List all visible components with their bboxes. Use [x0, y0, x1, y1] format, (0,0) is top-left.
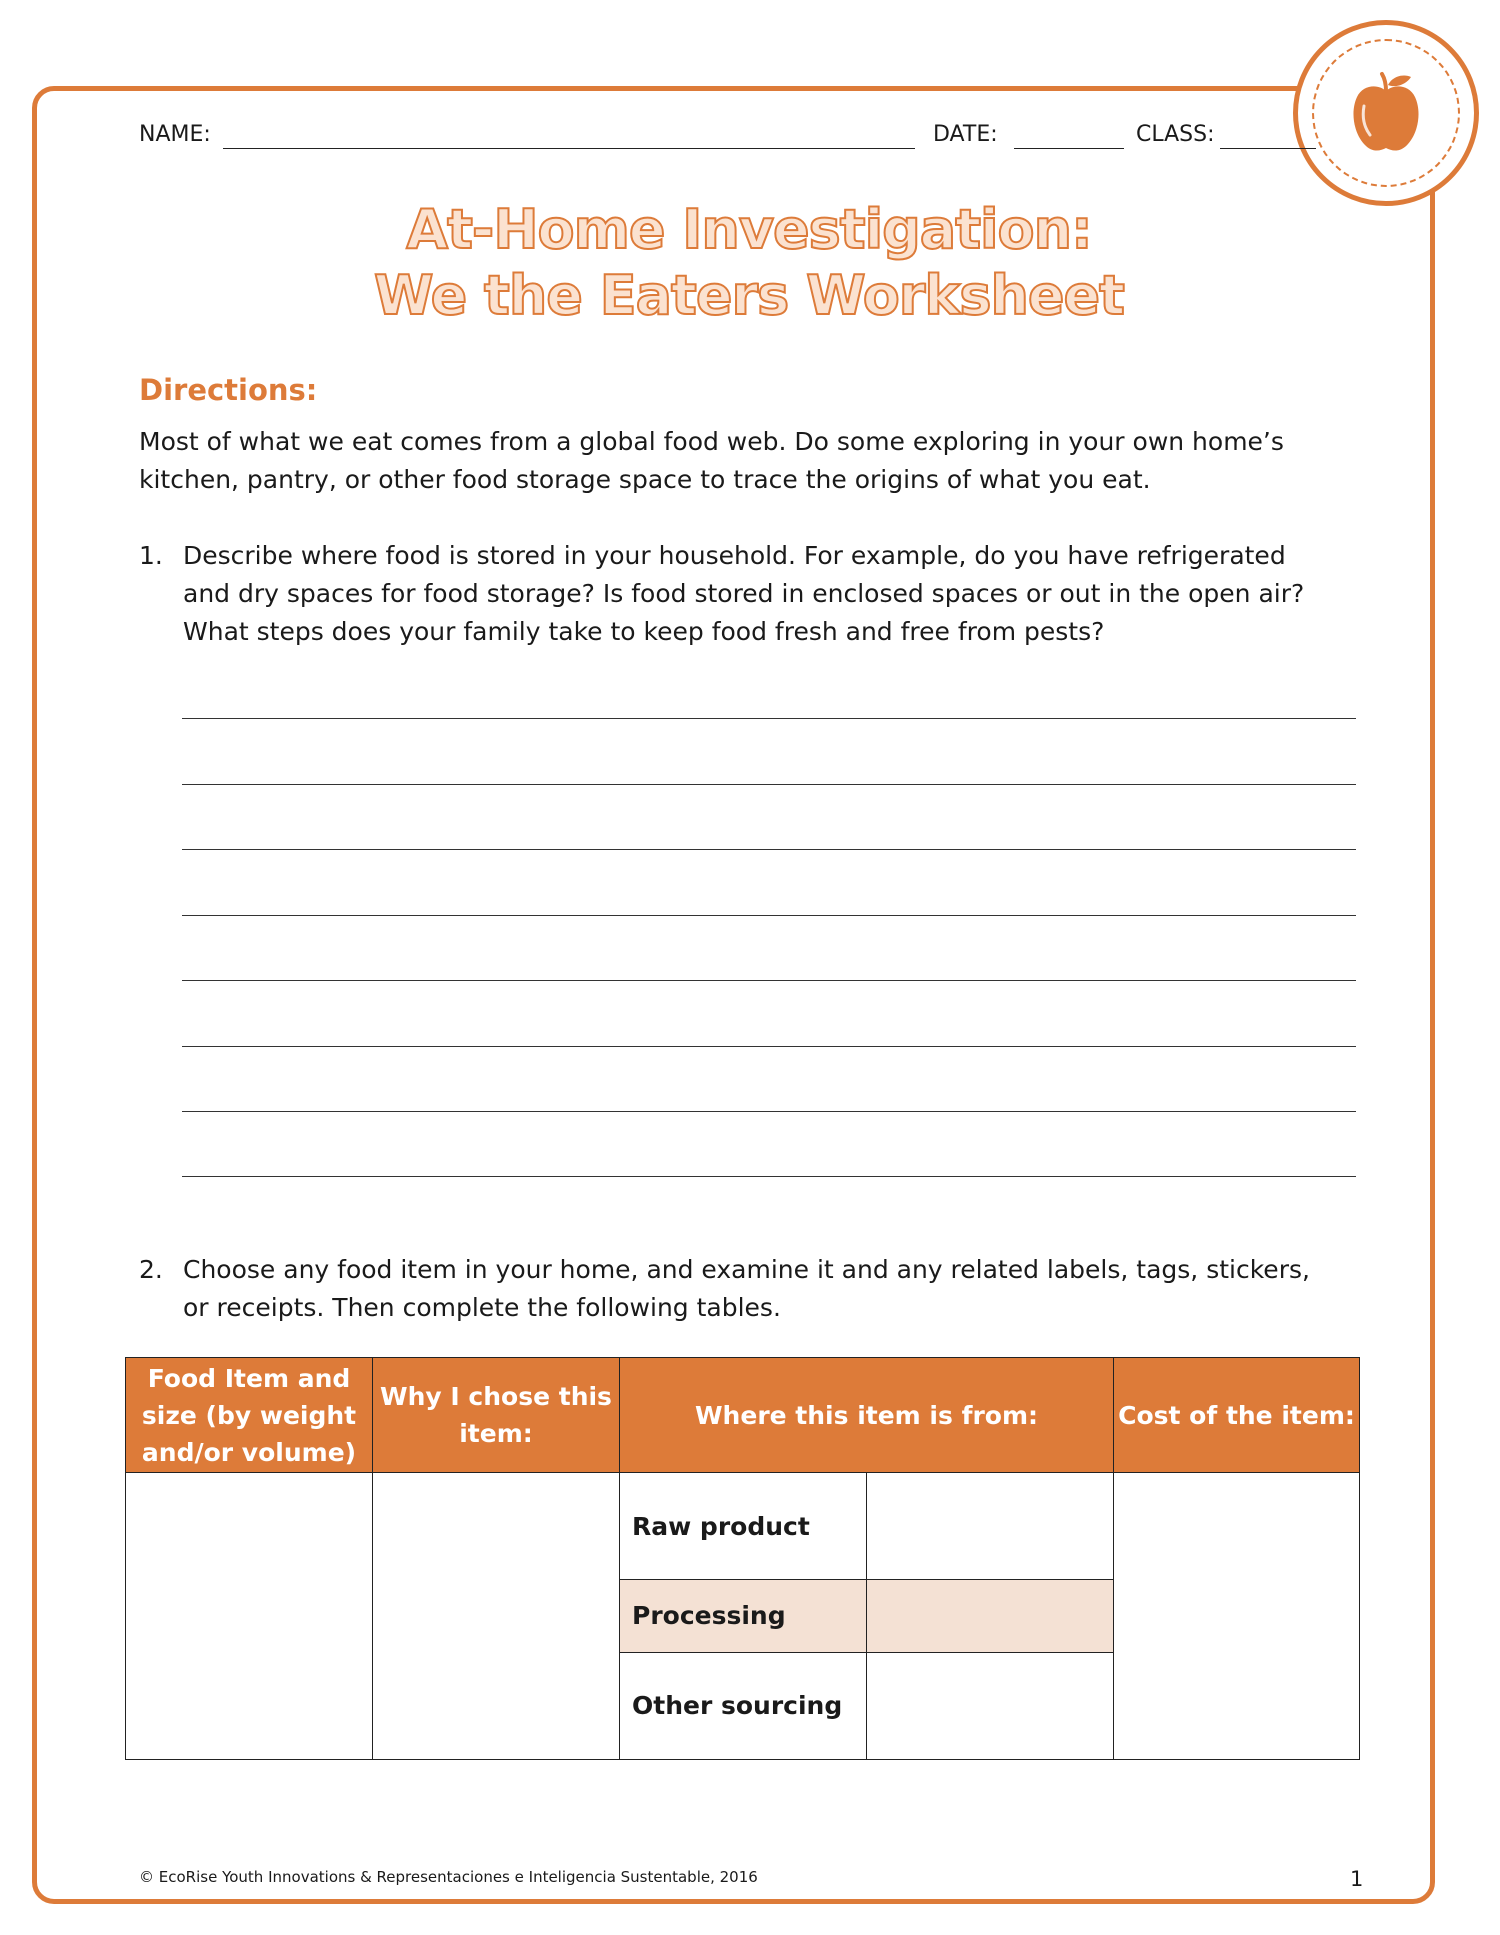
question-2-line-2: or receipts. Then complete the following tables. — [183, 1293, 781, 1322]
table-row — [126, 1473, 1360, 1579]
name-label: NAME: — [139, 122, 211, 147]
class-label: CLASS: — [1136, 122, 1215, 147]
answer-line[interactable] — [182, 718, 1356, 719]
food-item-cell[interactable] — [126, 1473, 373, 1760]
date-field[interactable] — [1014, 148, 1124, 149]
corner-badge — [1293, 20, 1479, 206]
header-why-chosen: Why I chose this item: — [373, 1358, 620, 1473]
why-chosen-cell[interactable] — [373, 1473, 620, 1760]
answer-line[interactable] — [182, 1046, 1356, 1047]
page-number: 1 — [1350, 1867, 1364, 1891]
apple-icon — [1349, 71, 1423, 155]
other-sourcing-cell[interactable] — [867, 1652, 1114, 1759]
raw-product-label: Raw product — [620, 1473, 867, 1579]
answer-line[interactable] — [182, 1111, 1356, 1112]
question-2 — [139, 1251, 1354, 1331]
raw-product-cell[interactable] — [867, 1473, 1114, 1579]
worksheet-title-line1: At-Home Investigation: — [406, 198, 1092, 261]
question-2-number: 2. — [139, 1255, 163, 1284]
class-field[interactable] — [1220, 148, 1316, 149]
other-sourcing-label: Other sourcing — [620, 1652, 867, 1759]
answer-line[interactable] — [182, 784, 1356, 785]
processing-label: Processing — [620, 1579, 867, 1652]
question-2-line-1: Choose any food item in your home, and examine it and any related labels, tags, stickers, — [183, 1255, 1310, 1284]
table-header-row — [126, 1358, 1360, 1473]
food-source-table — [125, 1357, 1360, 1760]
question-1-number: 1. — [139, 541, 163, 570]
answer-line[interactable] — [182, 915, 1356, 916]
header-where-from: Where this item is from: — [620, 1358, 1114, 1473]
directions-line-1: Most of what we eat comes from a global food web. Do some exploring in your own home’s — [139, 427, 1284, 456]
answer-line[interactable] — [182, 849, 1356, 850]
answer-line[interactable] — [182, 1176, 1356, 1177]
badge-ring — [1312, 39, 1460, 187]
answer-line[interactable] — [182, 980, 1356, 981]
directions-line-2: kitchen, pantry, or other food storage space to trace the origins of what you eat. — [139, 465, 1151, 494]
name-field[interactable] — [223, 148, 915, 149]
directions-heading: Directions: — [139, 373, 318, 407]
question-1-text — [183, 537, 1353, 651]
question-2-text — [183, 1251, 1353, 1327]
copyright-footer: © EcoRise Youth Innovations & Representaciones e Inteligencia Sustentable, 2016 — [139, 1868, 758, 1886]
question-1 — [139, 537, 1354, 657]
processing-cell[interactable] — [867, 1579, 1114, 1652]
header-food-item: Food Item and size (by weight and/or volume) — [126, 1358, 373, 1473]
date-label: DATE: — [933, 122, 998, 147]
question-1-line-3: What steps does your family take to keep food fresh and free from pests? — [183, 617, 1105, 646]
question-1-line-2: and dry spaces for food storage? Is food stored in enclosed spaces or out in the open air? — [183, 579, 1305, 608]
worksheet-title-line2: We the Eaters Worksheet — [373, 264, 1124, 327]
cost-cell[interactable] — [1114, 1473, 1360, 1760]
question-1-line-1: Describe where food is stored in your household. For example, do you have refrigerated — [183, 541, 1286, 570]
student-info-row — [139, 118, 1311, 158]
header-cost: Cost of the item: — [1114, 1358, 1360, 1473]
